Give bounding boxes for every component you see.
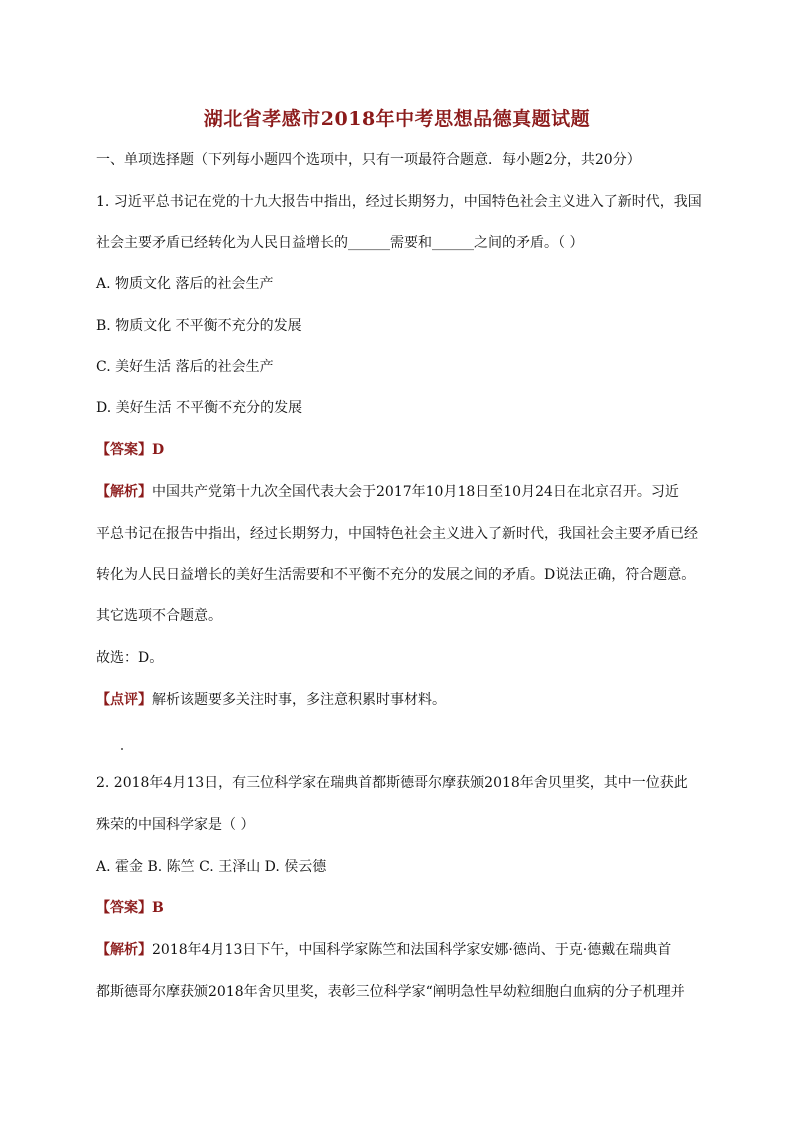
q1-option-d: D. 美好生活 不平衡不充分的发展	[96, 400, 303, 416]
answer-label: 【答案】	[96, 900, 152, 916]
section-heading: 一、单项选择题（下列每小题四个选项中，只有一项最符合题意．每小题2分，共20分）	[96, 152, 641, 168]
q1-stem-line2: 社会主要矛盾已经转化为人民日益增长的______需要和______之间的矛盾。（ ）	[96, 235, 584, 251]
answer-label: 【答案】	[96, 442, 152, 458]
analysis-text: 2018年4月13日下午，中国科学家陈竺和法国科学家安娜·德尚、于克·德戴在瑞典首	[152, 942, 672, 958]
q1-comment	[96, 690, 716, 710]
q1-analysis-line3: 转化为人民日益增长的美好生活需要和不平衡不充分的发展之间的矛盾。D说法正确，符合题意。	[96, 567, 696, 583]
q1-option-c: C. 美好生活 落后的社会生产	[96, 359, 274, 375]
q1-choice-line: 故选：D。	[96, 650, 164, 666]
q1-analysis-line1	[96, 482, 716, 502]
q2-stem-line2: 殊荣的中国科学家是（ ）	[96, 817, 255, 833]
answer-value: B	[152, 900, 164, 916]
q1-analysis-line4: 其它选项不合题意。	[96, 608, 222, 624]
q1-option-b: B. 物质文化 不平衡不充分的发展	[96, 318, 302, 334]
q1-stem-line1: 1. 习近平总书记在党的十九大报告中指出，经过长期努力，中国特色社会主义进入了新时代，我国	[96, 194, 702, 210]
analysis-label: 【解析】	[96, 484, 152, 500]
q2-answer	[96, 898, 716, 918]
stray-mark	[121, 748, 123, 750]
comment-label: 【点评】	[96, 692, 152, 708]
page-title: 湖北省孝感市2018年中考思想品德真题试题	[203, 108, 591, 130]
q1-option-a: A. 物质文化 落后的社会生产	[96, 276, 274, 292]
q2-analysis-line1	[96, 940, 716, 960]
q1-answer	[96, 440, 716, 460]
answer-value: D	[152, 442, 165, 458]
analysis-label: 【解析】	[96, 942, 152, 958]
q2-stem-line1: 2. 2018年4月13日，有三位科学家在瑞典首都斯德哥尔摩获颁2018年舍贝里奖，其中一位获此	[96, 775, 688, 791]
q1-analysis-line2: 平总书记在报告中指出，经过长期努力，中国特色社会主义进入了新时代，我国社会主要矛盾已经	[96, 526, 698, 542]
analysis-text: 中国共产党第十九次全国代表大会于2017年10月18日至10月24日在北京召开。习近	[152, 484, 679, 500]
q2-options: A. 霍金 B. 陈竺 C. 王泽山 D. 侯云德	[96, 859, 327, 875]
comment-text: 解析该题要多关注时事，多注意积累时事材料。	[152, 692, 446, 708]
q2-analysis-line2: 都斯德哥尔摩获颁2018年舍贝里奖，表彰三位科学家“阐明急性早幼粒细胞白血病的分子机理并	[96, 984, 685, 1000]
